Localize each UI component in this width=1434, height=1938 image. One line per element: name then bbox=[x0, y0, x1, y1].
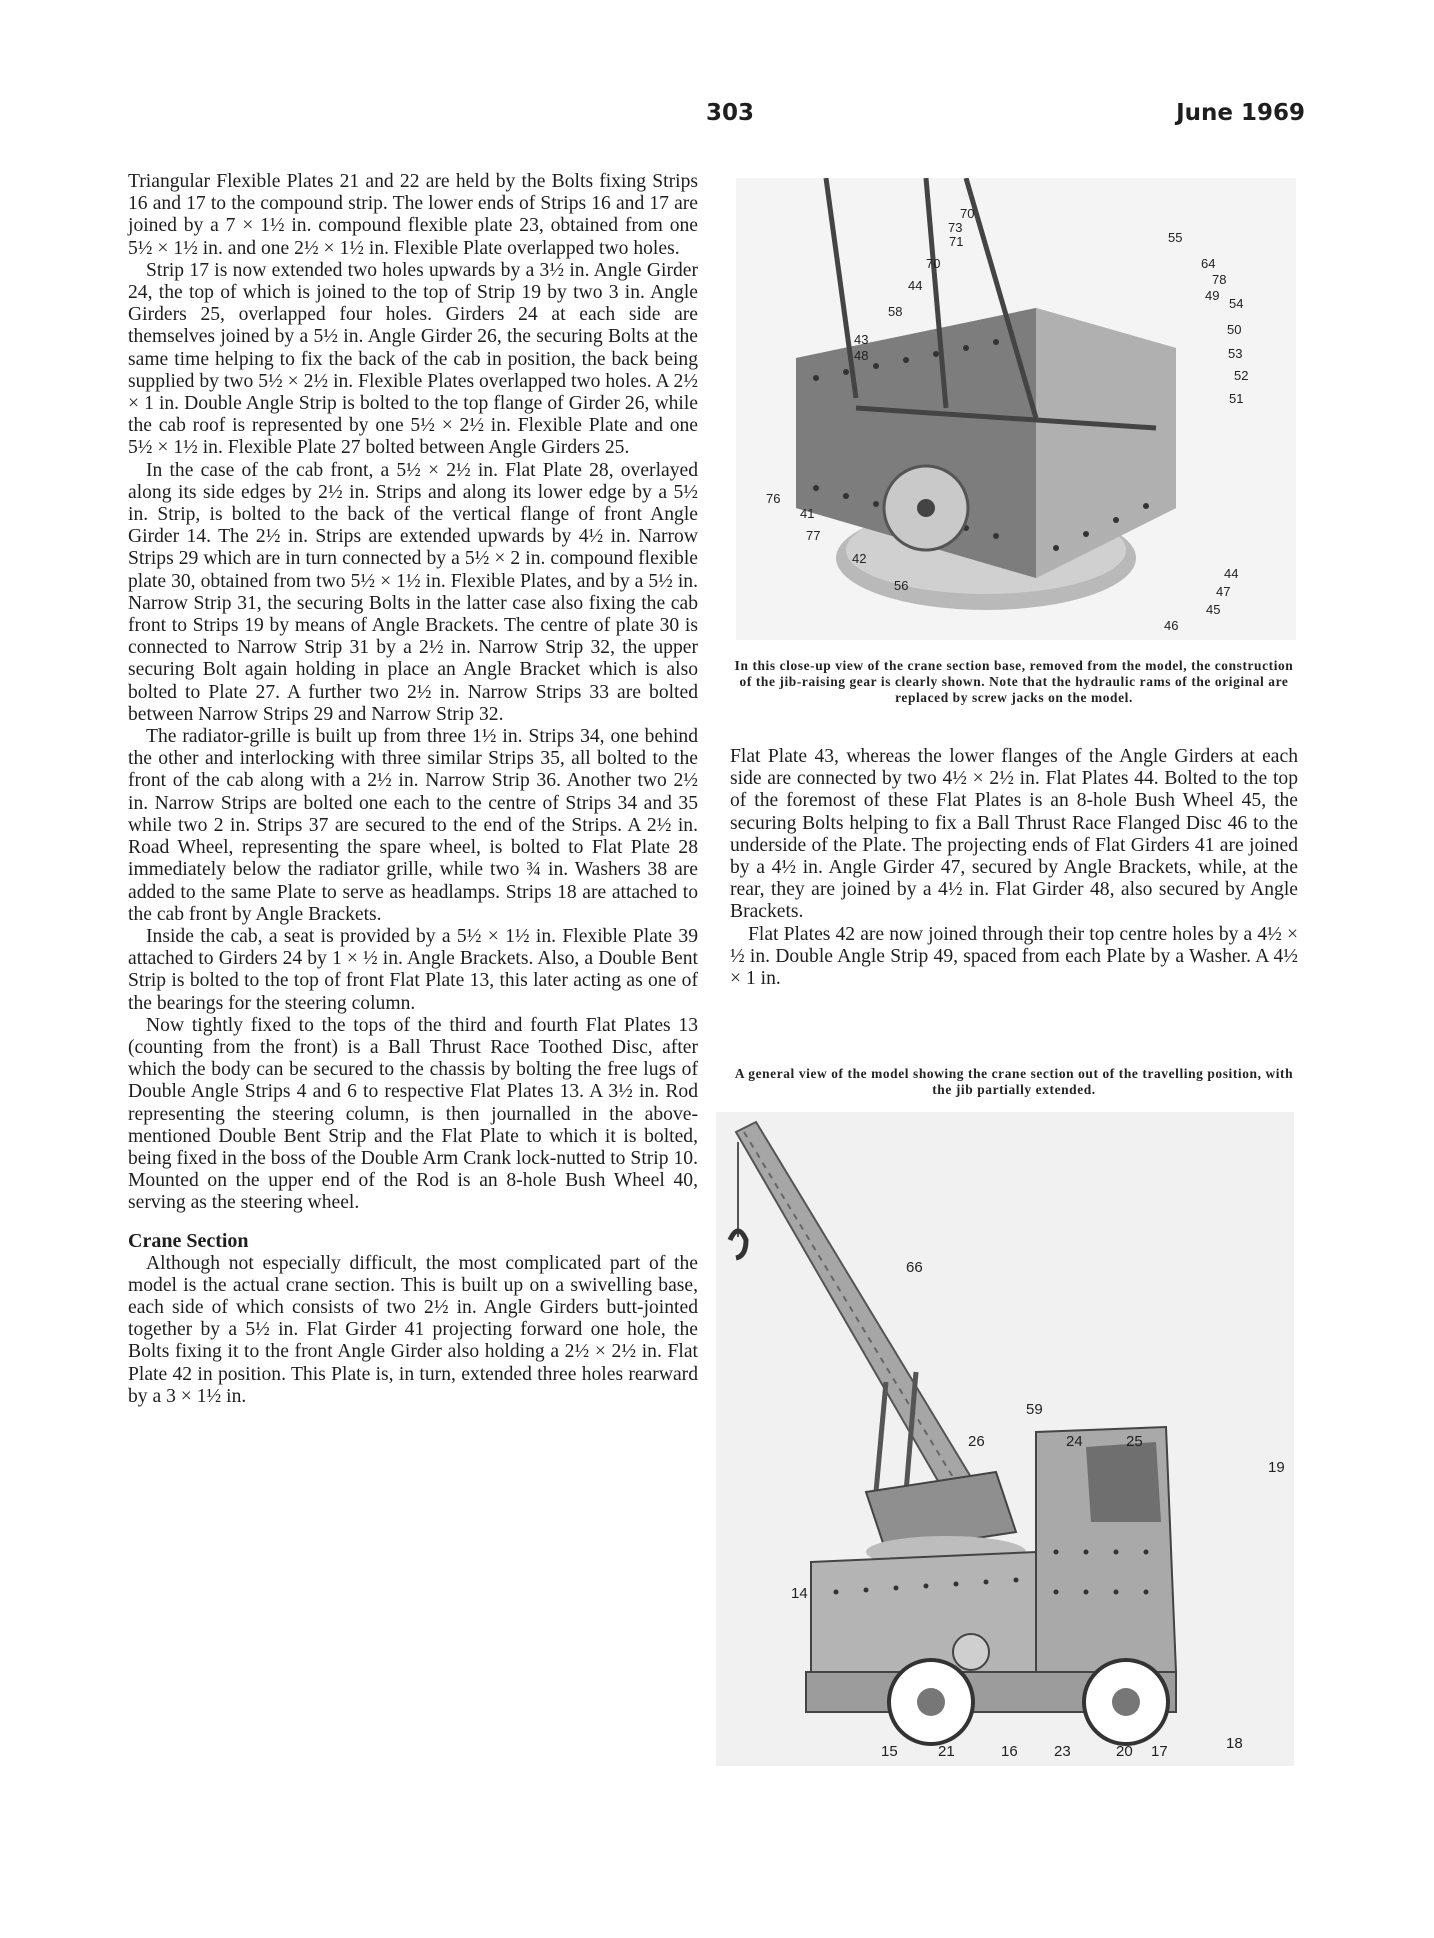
paragraph: The radiator-grille is built up from three 1½ in. Strips 34, one behind the other and interlocking with three similar Strips 35, all bolted to the front of the cab along with a 2½ in. Narrow Strip 36. Another two 2½ in. Narrow Strips are bolted one each to the centre of Strips 34 and 35 while two 2 in. Strips 37 are secured to the end of the Strips. A 2½ in. Road Wheel, representing the spare wheel, is bolted to Flat Plate 28 immediately below the radiator grille, while two ¾ in. Washers 38 are added to the same Plate to serve as headlamps. Strips 18 are attached to the cab front by Angle Brackets. bbox=[128, 726, 698, 925]
paragraph: Inside the cab, a seat is provided by a 5½ × 1½ in. Flexible Plate 39 attached to Girders 24 by 1 × ½ in. Angle Brackets. Also, a Double Bent Strip is bolted to the top of front Flat Plate 13, this later acting as one of the bearings for the steering column. bbox=[128, 925, 698, 1014]
svg-text:44: 44 bbox=[1224, 566, 1239, 581]
svg-text:66: 66 bbox=[906, 1259, 923, 1276]
svg-text:23: 23 bbox=[1054, 1743, 1071, 1760]
svg-text:52: 52 bbox=[1234, 368, 1249, 383]
section-heading: Crane Section bbox=[128, 1229, 249, 1252]
svg-text:53: 53 bbox=[1228, 346, 1243, 361]
svg-text:70: 70 bbox=[926, 256, 941, 271]
svg-text:48: 48 bbox=[854, 348, 869, 363]
paragraph: Triangular Flexible Plates 21 and 22 are held by the Bolts fixing Strips 16 and 17 to the compound strip. The lower ends of Strips 16 and 17 are joined by a 7 × 1½ in. compound flexible plate 23, obtained from one 5½ × 1½ in. and one 2½ × 1½ in. Flexible Plate overlapped two holes. bbox=[128, 171, 698, 259]
svg-text:42: 42 bbox=[852, 551, 867, 566]
paragraph: Now tightly fixed to the tops of the third and fourth Flat Plates 13 (counting from the front) is a Ball Thrust Race Toothed Disc, after which the body can be secured to the chassis by bolting the free lugs of Double Angle Strips 4 and 6 to respective Flat Plates 13. A 3½ in. Rod representing the steering column, is then journalled in the above-mentioned Double Bent Strip and the Flat Plate to which it is bolted, being fixed in the boss of the Double Arm Crank lock-nutted to Strip 10. Mounted on the upper end of the Rod is an 8-hole Bush Wheel 40, serving as the steering wheel. bbox=[128, 1014, 698, 1214]
svg-text:16: 16 bbox=[1001, 1743, 1018, 1760]
svg-text:70: 70 bbox=[960, 206, 975, 221]
right-column bbox=[730, 746, 1298, 990]
svg-text:73: 73 bbox=[948, 220, 963, 235]
svg-text:51: 51 bbox=[1229, 391, 1244, 406]
paragraph: Strip 17 is now extended two holes upwards by a 3½ in. Angle Girder 24, the top of which is joined to the top of Strip 19 by two 3 in. Angle Girders 25, overlapped four holes. Girders 24 at each side are themselves joined by a 5½ in. Angle Girder 26, the securing Bolts at the same time helping to fix the back of the cab in position, the back being supplied by two 5½ × 2½ in. Flexible Plates overlapped two holes. A 2½ × 1 in. Double Angle Strip is bolted to the top flange of Girder 26, while the cab roof is represented by one 5½ × 2½ in. Flexible Plate and one 5½ × 1½ in. Flexible Plate 27 bolted between Angle Girders 25. bbox=[128, 259, 698, 459]
svg-text:64: 64 bbox=[1201, 256, 1216, 271]
svg-text:26: 26 bbox=[968, 1433, 985, 1450]
svg-text:19: 19 bbox=[1268, 1459, 1285, 1476]
svg-text:43: 43 bbox=[854, 332, 869, 347]
svg-text:18: 18 bbox=[1226, 1735, 1243, 1752]
crane-truck-illustration bbox=[716, 1112, 1294, 1766]
svg-text:45: 45 bbox=[1206, 602, 1221, 617]
paragraph: Flat Plate 43, whereas the lower flanges of the Angle Girders at each side are connected by two 4½ × 2½ in. Flat Plates 44. Bolted to the top of the foremost of these Flat Plates is an 8-hole Bush Wheel 45, the securing Bolts helping to fix a Ball Thrust Race Flanged Disc 46 to the underside of the Plate. The projecting ends of Flat Girders 41 are joined by a 4½ in. Angle Girder 47, secured by Angle Brackets, while, at the rear, they are joined by a 4½ in. Flat Girder 48, also secured by Angle Brackets. bbox=[730, 746, 1298, 923]
paragraph: Although not especially difficult, the most complicated part of the model is the actual crane section. This is built up on a swivelling base, each side of which consists of two 2½ in. Angle Girders butt-jointed together by a 5½ in. Flat Girder 41 projecting forward one hole, the Bolts fixing it to the front Angle Girder also holding a 2½ × 2½ in. Flat Plate 42 in position. This Plate is, in turn, extended three holes rearward by a 3 × 1½ in. bbox=[128, 1252, 698, 1407]
svg-text:21: 21 bbox=[938, 1743, 955, 1760]
top-photo-caption: In this close-up view of the crane section base, removed from the model, the construction of the jib-raising gear is clearly shown. Note that the hydraulic rams of the original are replaced by screw jacks on the model. bbox=[734, 658, 1294, 705]
paragraph: Flat Plates 42 are now joined through their top centre holes by a 4½ × ½ in. Double Angle Strip 49, spaced from each Plate by a Washer. A 4½ × 1 in. bbox=[730, 923, 1298, 990]
svg-text:77: 77 bbox=[806, 528, 821, 543]
svg-text:49: 49 bbox=[1205, 288, 1220, 303]
svg-text:17: 17 bbox=[1151, 1743, 1168, 1760]
svg-text:47: 47 bbox=[1216, 584, 1231, 599]
crane-truck-photo bbox=[716, 1112, 1294, 1766]
svg-text:54: 54 bbox=[1229, 296, 1244, 311]
svg-text:55: 55 bbox=[1168, 230, 1183, 245]
svg-text:78: 78 bbox=[1212, 272, 1227, 287]
svg-text:41: 41 bbox=[800, 506, 815, 521]
svg-text:50: 50 bbox=[1227, 322, 1242, 337]
svg-text:15: 15 bbox=[881, 1743, 898, 1760]
crane-base-photo bbox=[736, 178, 1296, 640]
svg-text:44: 44 bbox=[908, 278, 923, 293]
svg-text:25: 25 bbox=[1126, 1433, 1143, 1450]
bottom-photo-caption: A general view of the model showing the crane section out of the travelling position, with the jib partially extended. bbox=[734, 1066, 1294, 1097]
crane-base-illustration bbox=[736, 178, 1296, 640]
paragraph: In the case of the cab front, a 5½ × 2½ in. Flat Plate 28, overlayed along its side edges by 2½ in. Strips and along its lower edge by a 5½ in. Strip, is bolted to the back of the vertical flange of front Angle Girder 14. The 2½ in. Strips are extended upwards by 4½ in. Narrow Strips 29 which are in turn connected by a 5½ × 2 in. compound flexible plate 30, obtained from two 5½ × 1½ in. Flexible Plates, and by a 5½ in. Narrow Strip 31, the securing Bolts in the latter case also fixing the cab front to Strips 19 by means of Angle Brackets. The centre of plate 30 is connected to Narrow Strip 31 by a 2½ in. Narrow Strip 32, the upper securing Bolt again holding in place an Angle Bracket which is also bolted to Plate 27. A further two 2½ in. Narrow Strips 33 are bolted between Narrow Strips 29 and Narrow Strip 32. bbox=[128, 459, 698, 725]
page-number: 303 bbox=[705, 100, 754, 126]
svg-text:46: 46 bbox=[1164, 618, 1179, 633]
svg-text:76: 76 bbox=[766, 491, 781, 506]
left-column bbox=[128, 171, 698, 1408]
issue-date: June 1969 bbox=[1176, 100, 1305, 126]
svg-text:24: 24 bbox=[1066, 1433, 1083, 1450]
svg-text:59: 59 bbox=[1026, 1401, 1043, 1418]
svg-text:58: 58 bbox=[888, 304, 903, 319]
svg-text:14: 14 bbox=[791, 1585, 808, 1602]
svg-text:71: 71 bbox=[949, 234, 964, 249]
svg-text:56: 56 bbox=[894, 578, 909, 593]
svg-text:20: 20 bbox=[1116, 1743, 1133, 1760]
